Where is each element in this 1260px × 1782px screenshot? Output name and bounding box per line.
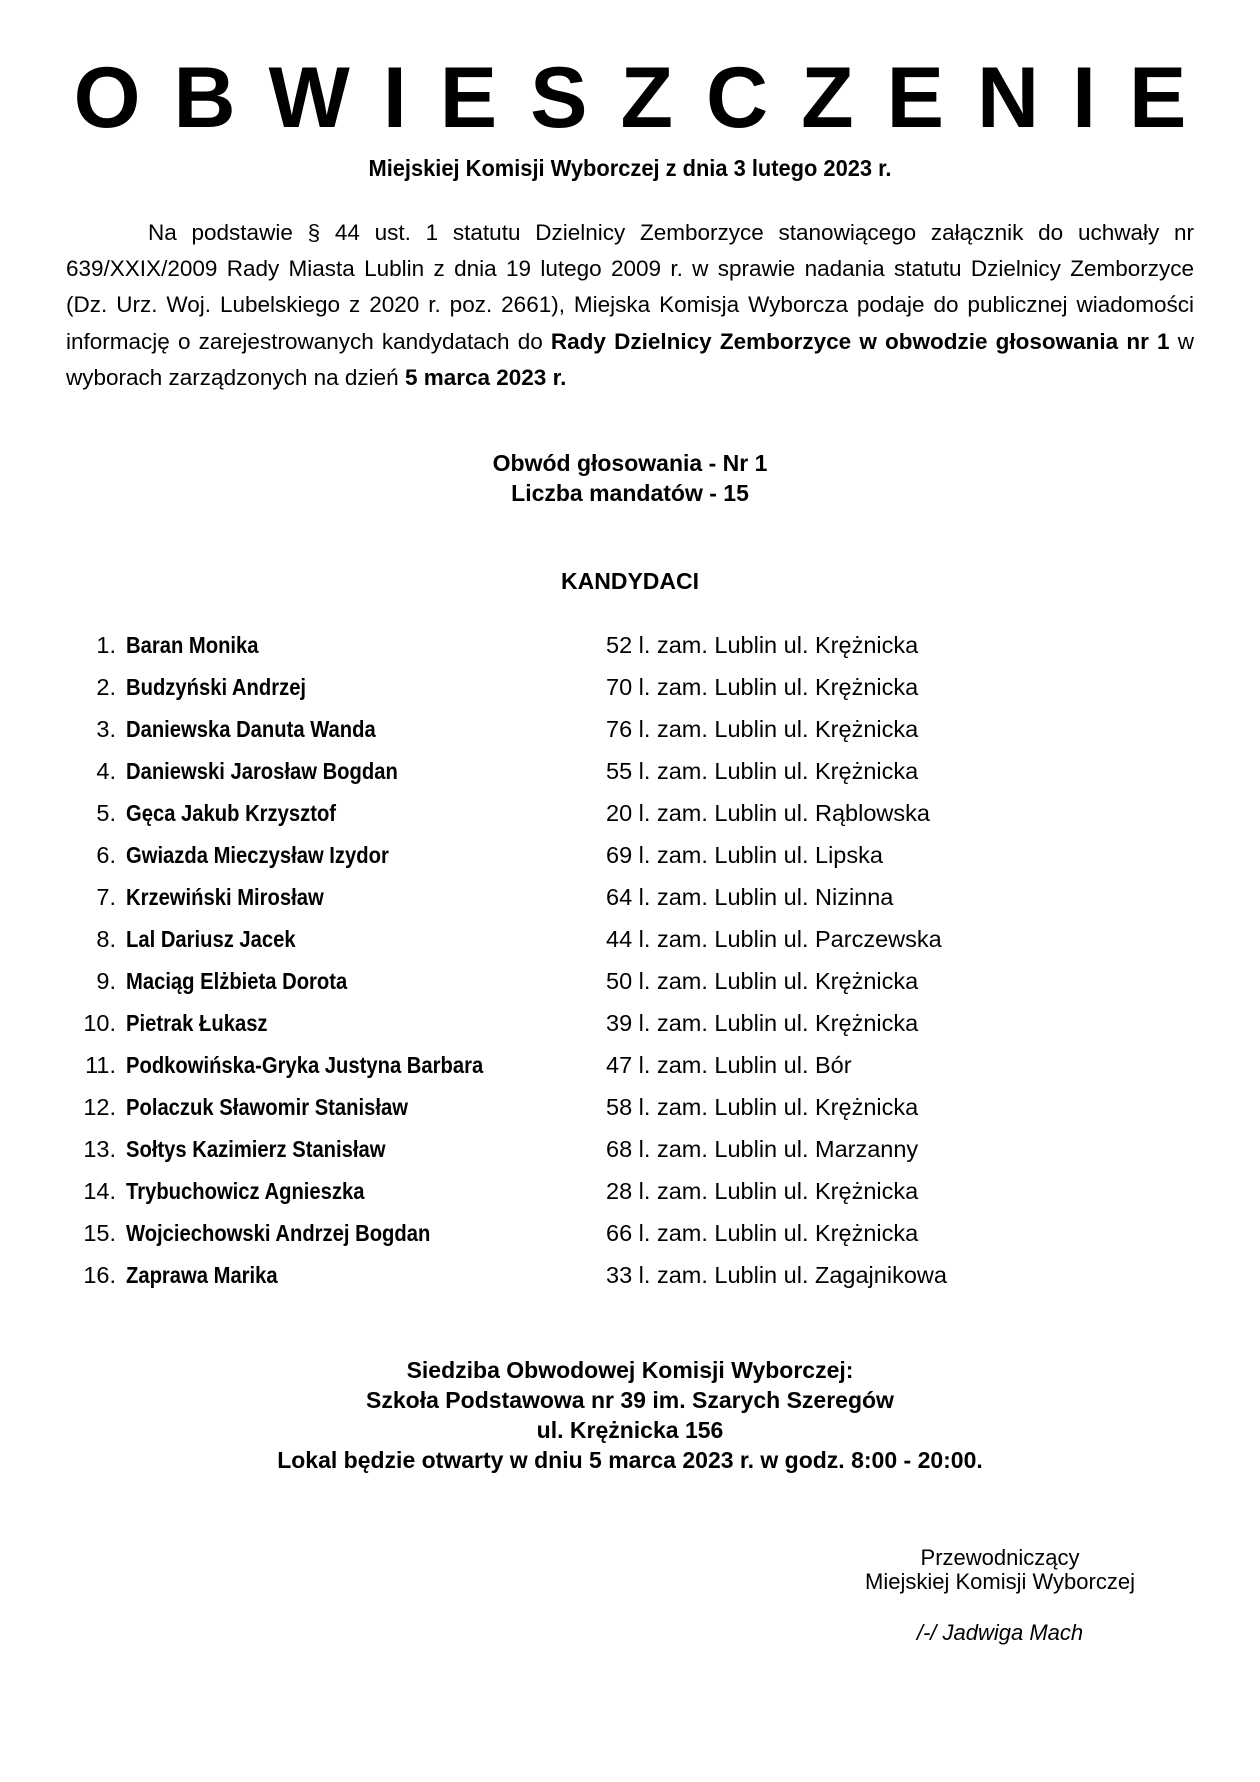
candidate-row — [0, 666, 1260, 708]
candidate-name: Maciąg Elżbieta Dorota — [126, 968, 348, 994]
candidate-row — [0, 960, 1260, 1002]
candidate-row — [0, 708, 1260, 750]
candidate-row — [0, 876, 1260, 918]
candidate-name: Gęca Jakub Krzysztof — [126, 800, 337, 826]
intro-bold-council: Rady Dzielnicy Zemborzyce w obwodzie głosowania nr 1 — [550, 328, 1170, 354]
candidate-info: 28 l. zam. Lublin ul. Krężnicka — [606, 1178, 919, 1204]
candidate-row — [0, 1002, 1260, 1044]
candidate-row — [0, 1086, 1260, 1128]
candidate-info: 64 l. zam. Lublin ul. Nizinna — [606, 884, 894, 910]
intro-text-2: w wyborach zarządzonych na dzień — [66, 328, 1195, 390]
candidate-row — [0, 1212, 1260, 1254]
candidate-number: 2. — [96, 674, 116, 700]
polling-station-name: Szkoła Podstawowa nr 39 im. Szarych Szeregów — [366, 1387, 894, 1413]
candidate-name: Krzewiński Mirosław — [126, 884, 324, 910]
circuit-label: Obwód głosowania - Nr 1 — [492, 450, 768, 476]
polling-station-label: Siedziba Obwodowej Komisji Wyborczej: — [406, 1357, 854, 1383]
candidate-info: 20 l. zam. Lublin ul. Rąblowska — [606, 800, 930, 826]
candidate-row — [0, 1254, 1260, 1296]
candidate-number: 13. — [83, 1136, 116, 1162]
candidate-info: 69 l. zam. Lublin ul. Lipska — [606, 842, 883, 868]
candidate-number: 1. — [96, 632, 116, 658]
candidate-number: 5. — [96, 800, 116, 826]
candidate-row — [0, 834, 1260, 876]
candidate-name: Pietrak Łukasz — [126, 1010, 268, 1036]
candidate-info: 52 l. zam. Lublin ul. Krężnicka — [606, 632, 919, 658]
candidate-name: Baran Monika — [126, 632, 259, 658]
candidate-number: 6. — [96, 842, 116, 868]
candidate-info: 55 l. zam. Lublin ul. Krężnicka — [606, 758, 919, 784]
candidate-name: Lal Dariusz Jacek — [126, 926, 296, 952]
candidate-row — [0, 1170, 1260, 1212]
intro-bold-date: 5 marca 2023 r. — [404, 364, 567, 390]
candidate-number: 7. — [96, 884, 116, 910]
intro-paragraph — [66, 215, 1194, 396]
candidate-name: Gwiazda Mieczysław Izydor — [126, 842, 389, 868]
candidate-number: 16. — [83, 1262, 116, 1288]
signature-body: Miejskiej Komisji Wyborczej — [865, 1569, 1135, 1594]
intro-text-1: Na podstawie § 44 ust. 1 statutu Dzielnicy Zemborzyce stanowiącego załącznik do uchwały nr 639/XXIX/2009 Rady Miasta Lublin z dnia 19 lutego 2009 r. w sprawie nadania statutu Dzielnicy Zemborzyce (Dz. Urz. Woj. Lubelskiego z 2020 r. poz. 2661), Miejska Komisja Wyborcza podaje do publicznej wiadomości informację o zarejestrowanych kandydatach do — [66, 220, 1194, 354]
candidate-name: Budzyński Andrzej — [126, 674, 307, 700]
candidate-info: 68 l. zam. Lublin ul. Marzanny — [606, 1136, 919, 1162]
candidate-info: 58 l. zam. Lublin ul. Krężnicka — [606, 1094, 919, 1120]
candidate-number: 3. — [96, 716, 116, 742]
candidate-row — [0, 918, 1260, 960]
candidate-row — [0, 1128, 1260, 1170]
candidate-name: Trybuchowicz Agnieszka — [126, 1178, 365, 1204]
candidate-name: Sołtys Kazimierz Stanisław — [126, 1136, 386, 1162]
candidate-name: Polaczuk Sławomir Stanisław — [126, 1094, 408, 1120]
candidate-name: Wojciechowski Andrzej Bogdan — [126, 1220, 431, 1246]
candidate-name: Daniewski Jarosław Bogdan — [126, 758, 398, 784]
candidate-info: 50 l. zam. Lublin ul. Krężnicka — [606, 968, 919, 994]
candidate-name: Zaprawa Marika — [126, 1262, 278, 1288]
candidate-row — [0, 1044, 1260, 1086]
signature-name: /-/ Jadwiga Mach — [916, 1620, 1084, 1645]
candidate-row — [0, 750, 1260, 792]
candidate-info: 33 l. zam. Lublin ul. Zagajnikowa — [606, 1262, 947, 1288]
document-subtitle: Miejskiej Komisji Wyborczej z dnia 3 lutego 2023 r. — [368, 155, 892, 181]
candidate-number: 14. — [83, 1178, 116, 1204]
candidate-number: 12. — [83, 1094, 116, 1120]
candidate-info: 66 l. zam. Lublin ul. Krężnicka — [606, 1220, 919, 1246]
mandates-label: Liczba mandatów - 15 — [511, 480, 749, 506]
candidate-number: 15. — [83, 1220, 116, 1246]
signature-role: Przewodniczący — [920, 1545, 1080, 1570]
candidate-row — [0, 624, 1260, 666]
candidates-list — [0, 624, 1260, 1296]
polling-station-address: ul. Krężnicka 156 — [536, 1417, 724, 1443]
candidate-info: 70 l. zam. Lublin ul. Krężnicka — [606, 674, 919, 700]
candidate-number: 11. — [85, 1052, 116, 1078]
candidate-row — [0, 792, 1260, 834]
candidate-info: 39 l. zam. Lublin ul. Krężnicka — [606, 1010, 919, 1036]
polling-station-hours: Lokal będzie otwarty w dniu 5 marca 2023 r. w godz. 8:00 - 20:00. — [277, 1447, 983, 1473]
candidate-info: 76 l. zam. Lublin ul. Krężnicka — [606, 716, 919, 742]
document-title: OBWIESZCZENIE — [73, 50, 1220, 146]
candidate-number: 9. — [96, 968, 116, 994]
candidates-heading: KANDYDACI — [561, 568, 699, 594]
candidate-number: 8. — [96, 926, 116, 952]
candidate-info: 44 l. zam. Lublin ul. Parczewska — [606, 926, 942, 952]
candidate-number: 10. — [83, 1010, 116, 1036]
candidate-number: 4. — [96, 758, 116, 784]
candidate-name: Podkowińska-Gryka Justyna Barbara — [126, 1052, 484, 1078]
candidate-info: 47 l. zam. Lublin ul. Bór — [606, 1052, 852, 1078]
candidate-name: Daniewska Danuta Wanda — [126, 716, 376, 742]
